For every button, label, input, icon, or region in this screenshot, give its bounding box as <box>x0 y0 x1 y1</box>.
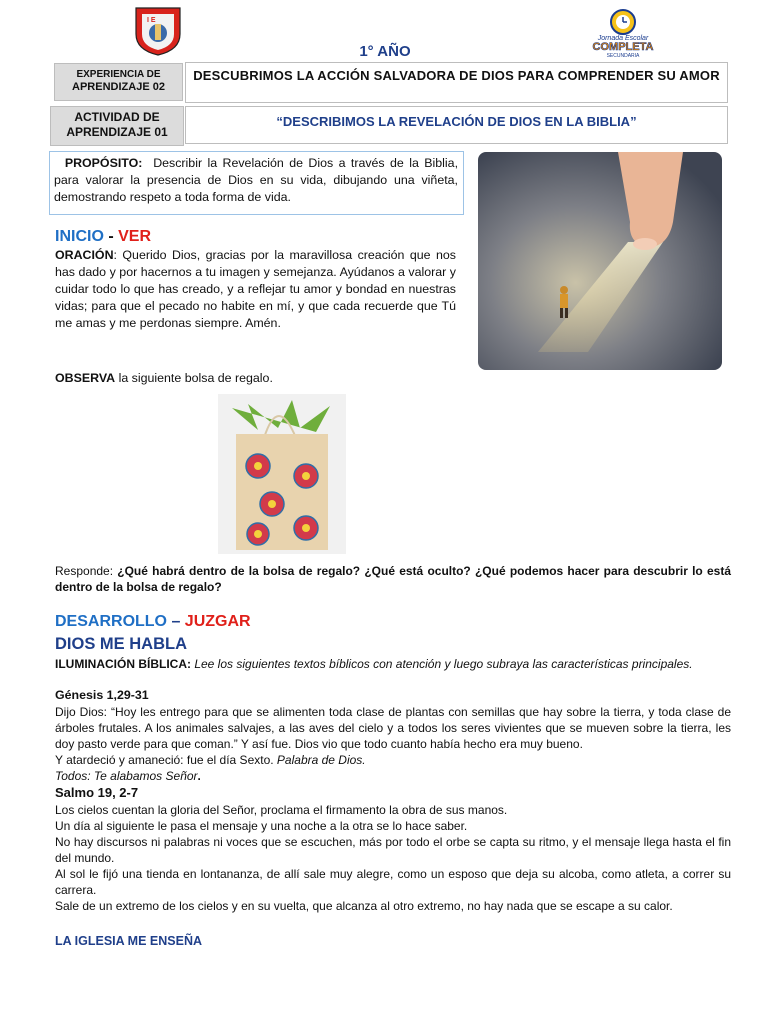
gift-bag-image <box>218 394 346 554</box>
todos-line <box>55 768 201 784</box>
actividad-label-line1: ACTIVIDAD DE <box>74 110 160 124</box>
oracion-paragraph <box>55 247 456 332</box>
observa-line <box>55 371 273 385</box>
actividad-label-line2: APRENDIZAJE 01 <box>66 125 168 139</box>
salmo-line: Al sol le fijó una tienda en lontananza, de allí sale muy alegre, como un esposo que deja su alcoba, como atleta, a correr su carrera. <box>55 867 731 897</box>
genesis-line2-a: Y atardeció y amaneció: fue el día Sexto. <box>55 753 277 767</box>
proposito-label: PROPÓSITO: <box>64 156 143 170</box>
responde-text: ¿Qué habrá dentro de la bolsa de regalo? ¿Qué está oculto? ¿Qué podemos hacer para descubrir lo está dentro de la bolsa de regalo? <box>55 564 731 594</box>
inicio-heading <box>55 228 151 246</box>
oracion-text: : Querido Dios, gracias por la maravillosa creación que nos has dado y por hacernos a tu imagen y semejanza. Ayúdanos a valorar y cuidar todo lo que has creado, y a reflejar tu amor y bondad en nuestras vidas; para que el pecado no habite en mí, y que cada recuerde que Tú me amas y me perdonas siempre. Amén. <box>55 248 456 330</box>
palabra-de-dios: Palabra de Dios. <box>276 753 366 767</box>
proposito-box <box>49 151 464 215</box>
desarrollo-sep: – <box>167 613 185 630</box>
inicio-label: INICIO <box>55 228 104 245</box>
salmo-ref: Salmo 19, 2-7 <box>55 785 139 800</box>
responde-paragraph <box>55 563 731 595</box>
experiencia-label-line2: APRENDIZAJE 02 <box>72 81 165 93</box>
logo-line1: Jornada Escolar <box>597 35 649 42</box>
proposito-text: Describir la Revelación de Dios a través de la Biblia, para valorar la presencia de Dios en su vida, dibujando una viñeta, demostrando respeto a toda forma de vida. <box>54 156 459 204</box>
desarrollo-heading <box>55 613 251 631</box>
salmo-line: Los cielos cuentan la gloria del Señor, proclama el firmamento la obra de sus manos. <box>55 803 508 817</box>
grade-year: 1° AÑO <box>359 43 411 60</box>
actividad-title: “DESCRIBIMOS LA REVELACIÓN DE DIOS EN LA BIBLIA” <box>185 106 728 144</box>
crest-letters: I E <box>147 17 156 24</box>
salmo-line: Un día al siguiente le pasa el mensaje y una noche a la otra se lo hace saber. <box>55 819 468 833</box>
todos-dot: . <box>197 769 201 783</box>
logo-line2: COMPLETA <box>592 41 654 53</box>
iluminacion-label: ILUMINACIÓN BÍBLICA: <box>55 657 191 671</box>
salmo-text <box>55 802 731 914</box>
school-crest-logo <box>134 6 182 56</box>
observa-label: OBSERVA <box>55 371 116 385</box>
iglesia-heading: LA IGLESIA ME ENSEÑA <box>55 934 203 948</box>
salmo-line: Sale de un extremo de los cielos y en su vuelta, que alcanza al otro extremo, no hay nada que se escape a su calor. <box>55 899 673 913</box>
logo-line3: SECUNDARIA <box>606 53 640 58</box>
experiencia-title: DESCUBRIMOS LA ACCIÓN SALVADORA DE DIOS PARA COMPRENDER SU AMOR <box>185 62 728 103</box>
salmo-line: No hay discursos ni palabras ni voces que se escuchen, más por todo el orbe se capta su ritmo, y el mensaje llega hasta el fin del mundo. <box>55 835 731 865</box>
desarrollo-label: DESARROLLO <box>55 613 167 630</box>
jornada-completa-logo <box>583 8 663 58</box>
inicio-sep: - <box>103 228 119 245</box>
actividad-label <box>50 106 184 146</box>
juzgar-label: JUZGAR <box>184 613 251 630</box>
iluminacion-paragraph <box>55 656 731 672</box>
experiencia-label-line1: EXPERIENCIA DE <box>76 69 161 80</box>
genesis-text: Dijo Dios: “Hoy les entrego para que se alimenten toda clase de plantas con semillas que hay sobre la tierra, y toda clase de árboles frutales. A los animales salvajes, a las aves del cielo y a todos los seres vivientes que se mueven sobre la tierra, les doy pasto verde para que coman.” Y así fue. Dios vio que todo cuanto había hecho era muy bueno. <box>55 705 731 751</box>
genesis-line2 <box>55 752 731 768</box>
responde-label: Responde: <box>55 564 118 578</box>
observa-text: la siguiente bolsa de regalo. <box>115 371 273 385</box>
dios-me-habla-heading: DIOS ME HABLA <box>55 635 187 653</box>
iluminacion-text: Lee los siguientes textos bíblicos con atención y luego subraya las características principales. <box>190 657 693 671</box>
ver-label: VER <box>118 228 152 245</box>
todos-text: Todos: Te alabamos Señor <box>55 769 198 783</box>
hand-light-image <box>478 152 722 370</box>
genesis-ref: Génesis 1,29-31 <box>55 688 149 702</box>
experiencia-label <box>54 63 183 101</box>
oracion-label: ORACIÓN <box>55 248 114 262</box>
